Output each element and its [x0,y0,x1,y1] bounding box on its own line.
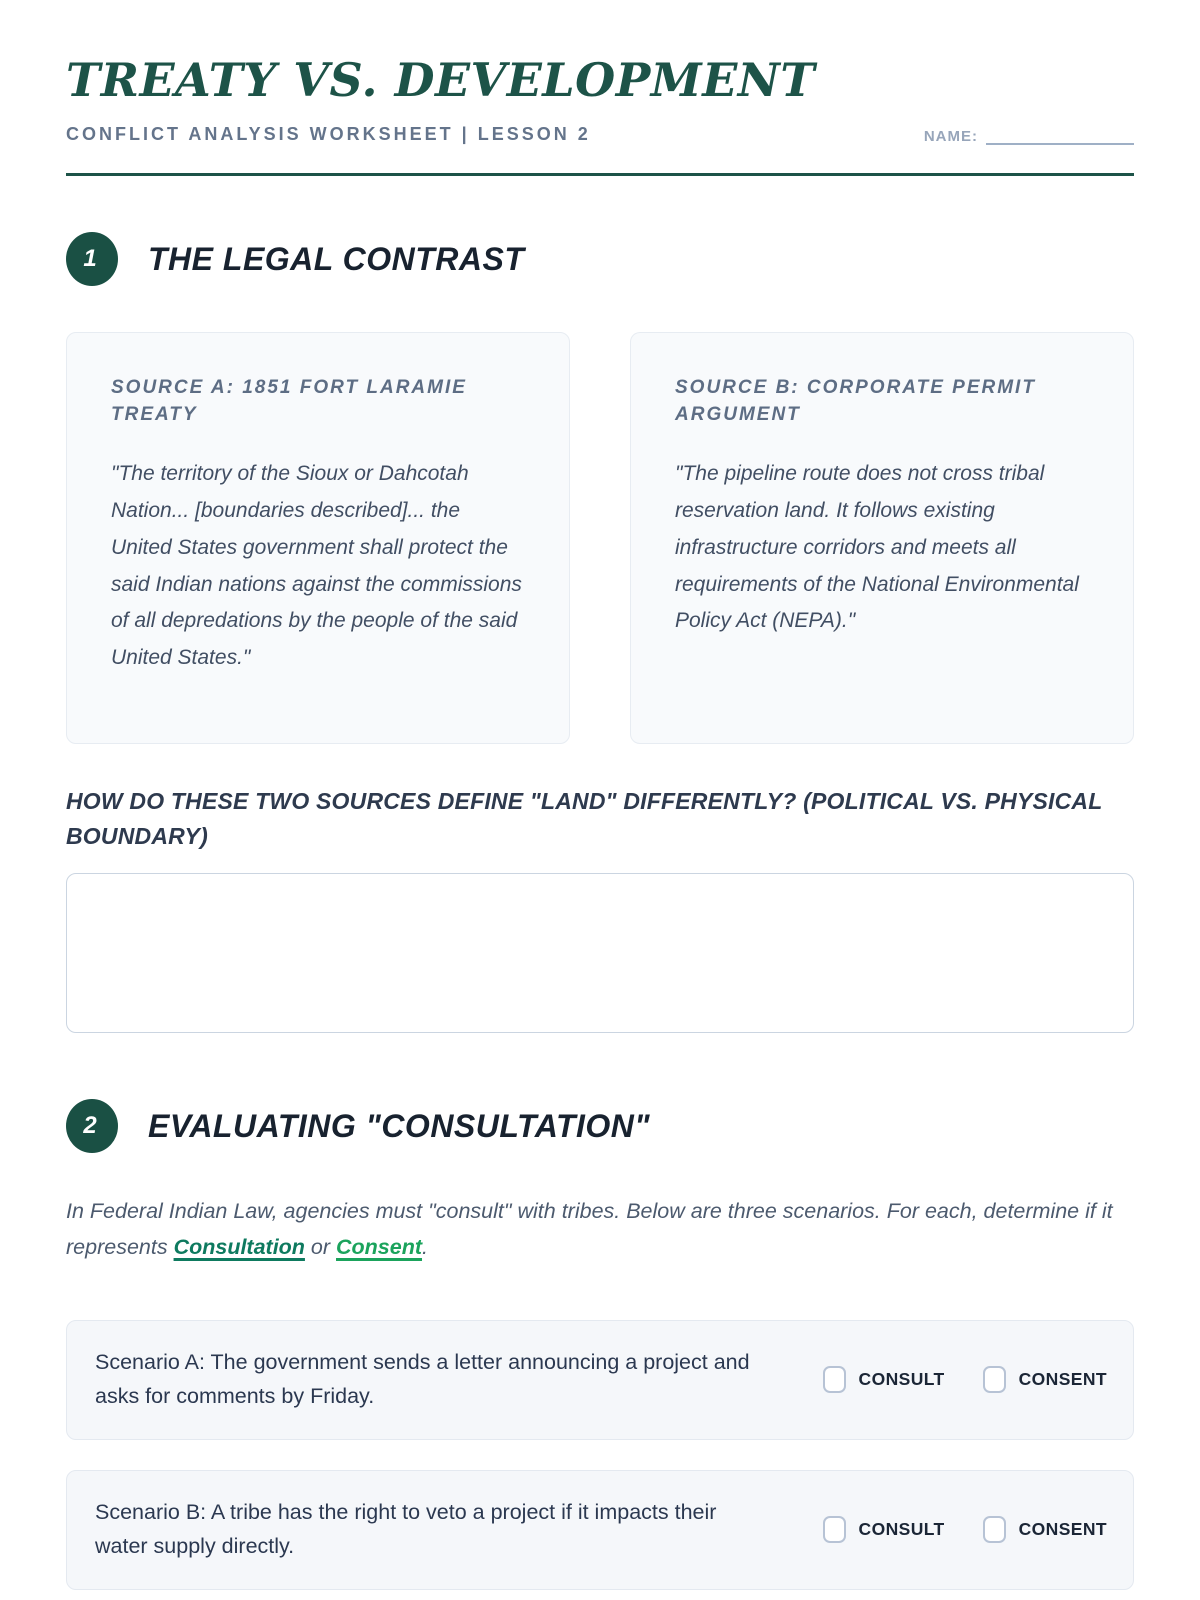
scenario-b-consent-choice[interactable] [983,1516,1107,1543]
section-1-title: THE LEGAL CONTRAST [148,240,525,277]
name-input-line[interactable] [986,131,1134,145]
consent-label: CONSENT [1018,1369,1107,1390]
name-field [924,128,1134,145]
section-2-title: EVALUATING "CONSULTATION" [148,1107,651,1144]
header-divider [66,173,1134,176]
source-a-quote: "The territory of the Sioux or Dahcotah Nation... [boundaries described]... the United States government shall protect the said Indian nations against the commissions of all depredations by the people of the said United States." [111,462,522,670]
section-1-header [66,232,1134,286]
instructions-text-middle: or [304,1235,337,1260]
section-2-instructions [66,1193,1134,1265]
scenario-a-consult-choice[interactable] [823,1366,945,1393]
consultation-link[interactable]: Consultation [173,1235,305,1260]
scenario-a-text: Scenario A: The government sends a letter announcing a project and asks for comments by Friday. [95,1350,750,1408]
source-grid [66,332,1134,744]
scenario-b-consent-checkbox[interactable] [983,1516,1006,1543]
land-definition-question: HOW DO THESE TWO SOURCES DEFINE "LAND" DIFFERENTLY? (POLITICAL VS. PHYSICAL BOUNDARY) [66,788,1103,849]
name-label: NAME: [923,128,978,146]
scenario-b-row [66,1470,1134,1590]
source-b-card [630,332,1134,744]
instructions-text-after: . [422,1235,428,1260]
page-subtitle: CONFLICT ANALYSIS WORKSHEET | LESSON 2 [66,124,591,145]
section-1-number-badge: 1 [66,232,118,286]
consent-label: CONSENT [1018,1519,1107,1540]
scenario-b-text: Scenario B: A tribe has the right to veto a project if it impacts their water supply directly. [95,1500,717,1558]
source-a-heading: SOURCE A: 1851 FORT LARAMIE TREATY [111,377,467,425]
scenario-a-consent-checkbox[interactable] [983,1366,1006,1393]
section-2-header [66,1099,1134,1153]
scenario-a-choices [823,1366,1107,1393]
header-row [66,124,1134,145]
scenario-b-consult-checkbox[interactable] [823,1516,846,1543]
scenario-a-row [66,1320,1134,1440]
scenario-a-consent-choice[interactable] [983,1366,1107,1393]
consult-label: CONSULT [858,1519,945,1540]
source-a-card [66,332,570,744]
scenario-b-consult-choice[interactable] [823,1516,945,1543]
source-b-heading: SOURCE B: CORPORATE PERMIT ARGUMENT [675,377,1036,425]
section-2-number-badge: 2 [66,1099,118,1153]
consult-label: CONSULT [858,1369,945,1390]
instructions-text-before: In Federal Indian Law, agencies must "consult" with tribes. Below are three scenarios. For each, determine if it represents [66,1199,1113,1260]
page-title: TREATY VS. DEVELOPMENT [66,53,816,107]
answer-textarea[interactable] [66,873,1134,1033]
source-b-quote: "The pipeline route does not cross tribal reservation land. It follows existing infrastructure corridors and meets all requirements of the National Environmental Policy Act (NEPA)." [675,462,1079,633]
consent-link[interactable]: Consent [336,1235,423,1260]
scenario-a-consult-checkbox[interactable] [823,1366,846,1393]
scenario-b-choices [823,1516,1107,1543]
